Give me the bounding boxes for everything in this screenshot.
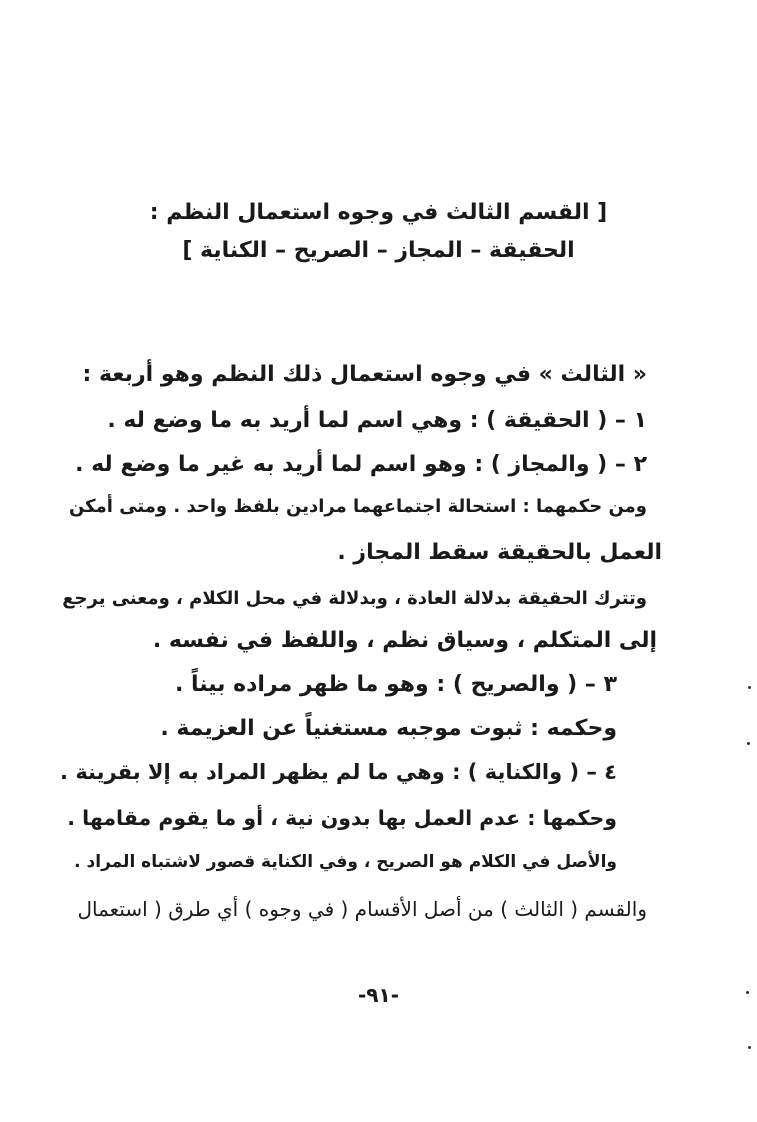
scan-speck xyxy=(747,742,750,745)
text-line-10: ٤ – ( والكناية ) : وهي ما لم يظهر المراد به إلا بقرينة . xyxy=(60,760,617,784)
section-heading-line-2: الحقيقة – المجاز – الصريح – الكناية ] xyxy=(182,238,575,263)
text-line-6: وتترك الحقيقة بدلالة العادة ، وبدلالة في محل الكلام ، ومعنى يرجع xyxy=(62,588,647,609)
scan-speck xyxy=(746,991,749,994)
scan-speck xyxy=(748,1046,751,1049)
text-line-4: ومن حكمهما : استحالة اجتماعهما مرادين بلفظ واحد . ومتى أمكن xyxy=(68,496,647,517)
text-line-8: ٣ – ( والصريح ) : وهو ما ظهر مراده بيناً . xyxy=(174,672,617,697)
text-line-9: وحكمه : ثبوت موجبه مستغنياً عن العزيمة . xyxy=(160,716,617,741)
text-line-7: إلى المتكلم ، وسياق نظم ، واللفظ في نفسه . xyxy=(152,628,657,653)
text-line-2: ١ – ( الحقيقة ) : وهي اسم لما أريد به ما وضع له . xyxy=(107,408,647,433)
text-line-3: ٢ – ( والمجاز ) : وهو اسم لما أريد به غير ما وضع له . xyxy=(75,452,647,477)
text-line-11: وحكمها : عدم العمل بها بدون نية ، أو ما يقوم مقامها . xyxy=(67,806,617,830)
scan-speck xyxy=(748,686,751,689)
section-heading-line-1: [ القسم الثالث في وجوه استعمال النظم : xyxy=(149,200,608,225)
page-number: -٩١- xyxy=(357,983,400,1007)
text-line-13: والقسم ( الثالث ) من أصل الأقسام ( في وجوه ) أي طرق ( استعمال xyxy=(77,897,647,921)
text-line-12: والأصل في الكلام هو الصريح ، وفي الكناية قصور لاشتباه المراد . xyxy=(74,852,617,872)
text-line-5: العمل بالحقيقة سقط المجاز . xyxy=(337,540,662,565)
text-line-1: « الثالث » في وجوه استعمال ذلك النظم وهو أربعة : xyxy=(82,362,647,387)
